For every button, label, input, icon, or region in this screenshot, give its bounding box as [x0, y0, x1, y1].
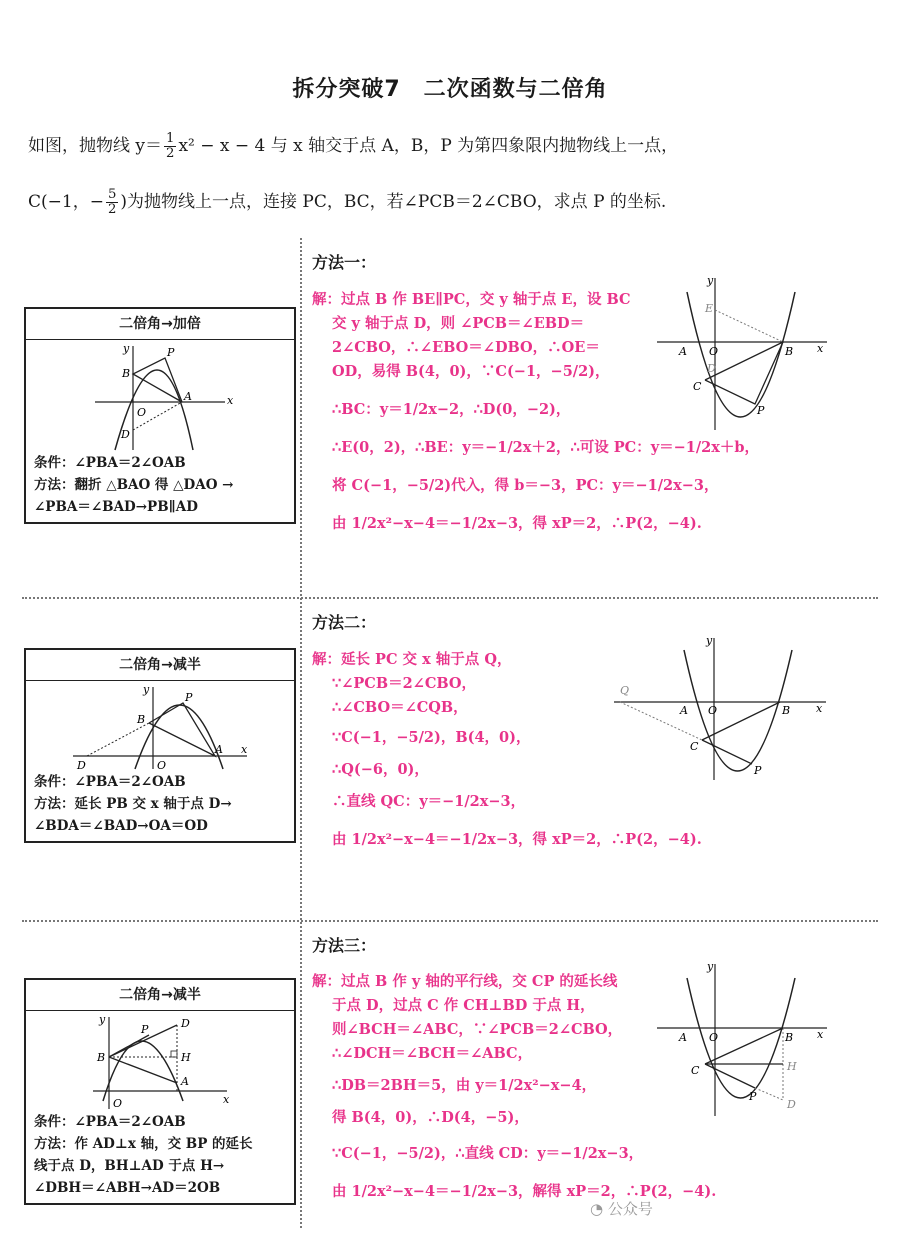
page-title: 拆分突破7 二次函数与二倍角	[292, 77, 608, 102]
solution-line: ∵C(−1，−5/2)，B(4，0)，	[332, 729, 531, 746]
svg-text:B: B	[97, 1051, 106, 1064]
fraction: $\frac{5}{2}$	[107, 187, 117, 217]
svg-text:O: O	[113, 1097, 123, 1110]
svg-text:D: D	[707, 362, 716, 375]
tip-box-head: 二倍角→加倍	[26, 309, 294, 340]
tip-box-head: 二倍角→减半	[26, 650, 294, 681]
svg-text:P: P	[185, 691, 193, 704]
tip-diagram-1	[85, 340, 235, 452]
label-x: x	[227, 394, 234, 407]
tip-diagram-2	[65, 681, 255, 771]
solution-line: ∴BC：y＝1/2x−2，∴D(0，−2)，	[332, 401, 571, 418]
solution-line: 于点 D，过点 C 作 CH⊥BD 于点 H，	[332, 997, 595, 1014]
fraction: $\frac{1}{2}$	[166, 131, 175, 161]
solution-line: ∵C(−1，−5/2)，∴直线 CD：y＝−1/2x−3，	[332, 1145, 644, 1162]
solution-line: 得 B(4，0)，∴D(4，−5)，	[332, 1109, 529, 1126]
solution-line: ∴直线 QC：y＝−1/2x−3，	[332, 793, 526, 810]
label-y: y	[123, 342, 130, 355]
section-divider-1	[22, 597, 878, 599]
method-3-title: 方法三：	[312, 936, 377, 955]
tip-box-head: 二倍角→减半	[26, 980, 294, 1011]
method-1-tip-box	[24, 307, 296, 524]
label-B: B	[122, 367, 131, 380]
solution-line: 2∠CBO，∴∠EBO＝∠DBO，∴OE＝	[332, 339, 600, 356]
svg-text:H: H	[181, 1051, 191, 1064]
svg-text:y: y	[707, 274, 714, 287]
problem-text: x² − x − 4 与 x 轴交于点 A，B，P 为第四象限内抛物线上一点，	[178, 136, 679, 156]
svg-text:y: y	[706, 634, 713, 647]
solution-line: ∴DB＝2BH＝5，由 y＝1/2x²−x−4，	[332, 1077, 597, 1094]
problem-text: )为抛物线上一点，连接 PC，BC，若∠PCB＝2∠CBO，求点 P 的坐标.	[120, 192, 667, 212]
tip-box-text: 条件：∠PBA＝2∠OAB 方法：作 AD⊥x 轴，交 BP 的延长 线于点 D，BH⊥AD 于点 H→ ∠DBH＝∠ABH→AD＝2OB	[34, 1114, 253, 1196]
svg-text:O: O	[709, 1031, 719, 1044]
svg-text:P: P	[141, 1023, 149, 1036]
svg-text:A: A	[680, 704, 688, 717]
svg-text:O: O	[157, 759, 167, 771]
vertical-divider	[300, 238, 302, 1228]
method-1-graph	[655, 272, 830, 432]
svg-text:y: y	[143, 683, 150, 696]
method-2-graph	[612, 632, 832, 782]
svg-text:C: C	[690, 740, 699, 753]
solution-line: ∴Q(−6，0)，	[332, 761, 429, 778]
watermark: ◔ 公众号	[590, 1200, 653, 1218]
svg-text:C: C	[691, 1064, 700, 1077]
svg-text:B: B	[782, 704, 791, 717]
label-A: A	[184, 390, 192, 403]
svg-text:P: P	[749, 1090, 757, 1103]
solution-line: OD，易得 B(4，0)，∵C(−1，−5/2)，	[332, 363, 610, 380]
svg-text:x: x	[817, 342, 824, 355]
solution-line: ∵∠PCB＝2∠CBO，	[332, 675, 477, 692]
svg-text:y: y	[707, 960, 714, 973]
method-2-tip-box	[24, 648, 296, 843]
label-O: O	[137, 406, 147, 419]
svg-text:x: x	[817, 1028, 824, 1041]
section-divider-2	[22, 920, 878, 922]
solution-line: 则∠BCH＝∠ABC，∵∠PCB＝2∠CBO，	[332, 1021, 623, 1038]
method-1-title: 方法一：	[312, 253, 377, 272]
chat-bubble-icon: ◔	[590, 1200, 604, 1218]
problem-text: 如图，抛物线 y＝	[28, 136, 163, 156]
svg-text:P: P	[757, 404, 765, 417]
svg-text:B: B	[137, 713, 146, 726]
label-D: D	[121, 428, 130, 441]
problem-line-2	[28, 188, 873, 217]
solution-line: 将 C(−1，−5/2)代入，得 b＝−3，PC：y＝−1/2x−3，	[332, 477, 719, 494]
solution-line: ∴∠CBO＝∠CQB，	[332, 699, 468, 716]
svg-text:x: x	[223, 1093, 230, 1106]
solution-line: 交 y 轴于点 D，则 ∠PCB＝∠EBD＝	[332, 315, 585, 332]
solution-line: 由 1/2x²−x−4＝−1/2x−3，得 xP＝2，∴P(2，−4).	[332, 831, 702, 848]
tip-diagram-3	[85, 1011, 235, 1111]
svg-text:A: A	[181, 1075, 189, 1088]
svg-text:y: y	[99, 1013, 106, 1026]
svg-text:x: x	[241, 743, 248, 756]
svg-text:H: H	[787, 1060, 797, 1073]
solution-line: 由 1/2x²−x−4＝−1/2x−3，解得 xP＝2，∴P(2，−4).	[332, 1183, 717, 1200]
svg-text:D: D	[787, 1098, 796, 1111]
solution-line: 由 1/2x²−x−4＝−1/2x−3，得 xP＝2，∴P(2，−4).	[332, 515, 702, 532]
solution-line: ∴∠DCH＝∠BCH＝∠ABC，	[332, 1045, 533, 1062]
svg-text:Q: Q	[620, 684, 630, 697]
tip-box-text: 条件：∠PBA＝2∠OAB 方法：延长 PB 交 x 轴于点 D→ ∠BDA＝∠BAD→OA＝OD	[34, 774, 232, 834]
solution-line: 解：过点 B 作 y 轴的平行线，交 CP 的延长线	[312, 973, 618, 990]
method-2-title: 方法二：	[312, 613, 377, 632]
svg-text:D: D	[181, 1017, 190, 1030]
problem-text: C(−1，−	[28, 192, 104, 212]
svg-text:D: D	[77, 759, 86, 771]
problem-line-1	[28, 132, 873, 161]
label-P: P	[167, 346, 175, 359]
svg-text:x: x	[816, 702, 823, 715]
svg-text:A: A	[679, 345, 687, 358]
svg-text:A: A	[679, 1031, 687, 1044]
svg-text:A: A	[215, 743, 223, 756]
svg-text:B: B	[785, 1031, 794, 1044]
method-3-graph	[655, 958, 830, 1118]
tip-box-text: 条件：∠PBA＝2∠OAB 方法：翻折 △BAO 得 △DAO → ∠PBA＝∠BAD→PB∥AD	[34, 455, 234, 515]
svg-text:P: P	[754, 764, 762, 777]
svg-text:C: C	[693, 380, 702, 393]
svg-text:O: O	[708, 704, 718, 717]
solution-line: ∴E(0，2)，∴BE：y＝−1/2x＋2，∴可设 PC：y＝−1/2x＋b，	[332, 439, 760, 456]
solution-line: 解：延长 PC 交 x 轴于点 Q，	[312, 651, 512, 668]
svg-text:O: O	[709, 345, 719, 358]
svg-text:E: E	[705, 302, 714, 315]
method-3-tip-box	[24, 978, 296, 1205]
svg-text:B: B	[785, 345, 794, 358]
solution-line: 解：过点 B 作 BE∥PC，交 y 轴于点 E，设 BC	[312, 291, 631, 308]
